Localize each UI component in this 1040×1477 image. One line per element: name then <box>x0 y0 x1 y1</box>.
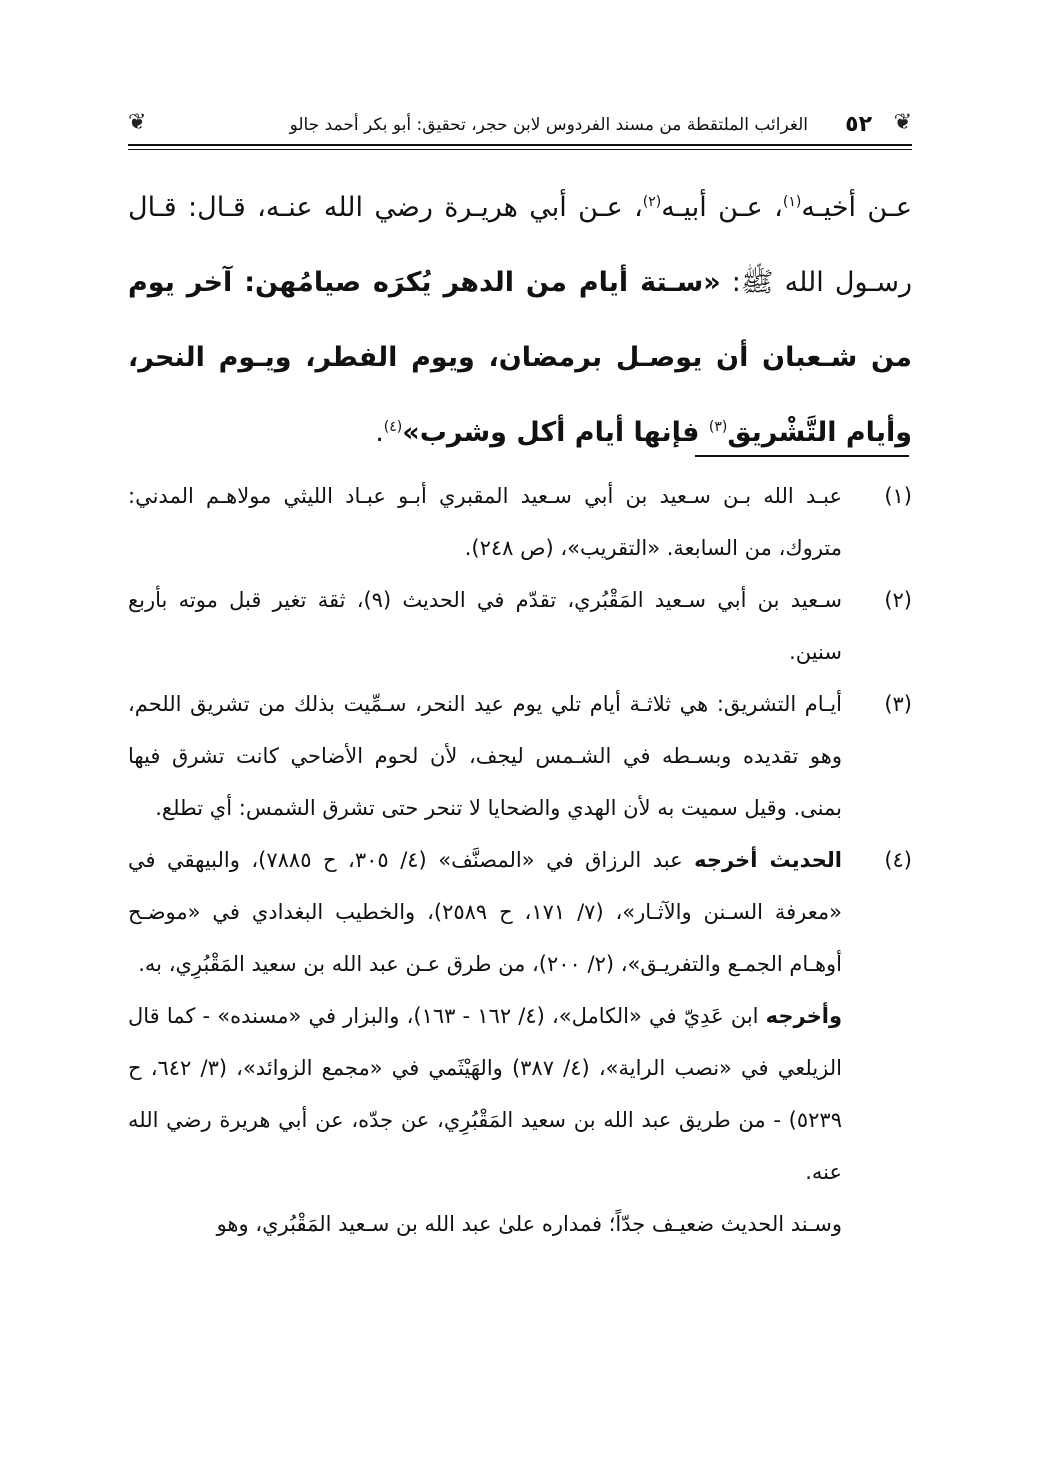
footnote-body: عبد الرزاق في «المصنَّف» (٤/ ٣٠٥، ح ٧٨٨٥)، والبيهقي في «معرفة السـنن والآثـار»، (٧/ ١٧١، ح ٢٥٨٩)، والخطيب البغدادي في «موضـح أوهـام الجمـع والتفريـق»، (٢/ ٢٠٠)، من طرق عـن عبد الله بن سعيد المَقْبُرِي، به. <box>128 848 842 976</box>
footnote-ref-3[interactable]: (٣) <box>708 419 728 435</box>
footnote-lead: وأخرجه <box>765 1004 842 1028</box>
footnotes <box>128 470 912 1250</box>
running-title: الغرائب الملتقطة من مسند الفردوس لابن حجر، تحقيق: أبو بكر أحمد جالو <box>289 115 808 135</box>
footnote-body: ابن عَدِيّ في «الكامل»، (٤/ ١٦٢ - ١٦٣)، والبزار في «مسنده» - كما قال الزيلعي في «نصب الراية»، (٤/ ٣٨٧) والهَيْثَمي في «مجمع الزوائد»، (٣/ ٦٤٢، ح ٥٢٣٩) - من طريق عبد الله بن سعيد المَقْبُرِي، عن جدّه، عن أبي هريرة رضي الله عنه. <box>128 1004 842 1184</box>
footnote-number: (١) <box>884 484 912 508</box>
hadith-matn-end: فإنها أيام أكل وشرب» <box>402 417 709 448</box>
hadith-chain-1: عـن أخيـه <box>801 192 912 223</box>
footnote-4 <box>128 834 912 990</box>
footnote-number: (٢) <box>884 588 912 612</box>
footnote-number: (٤) <box>884 848 912 872</box>
ornament-left-icon: ❦ <box>128 110 147 135</box>
footnote-separator <box>695 455 909 457</box>
footnote-3 <box>128 678 912 834</box>
hadith-paragraph <box>128 170 912 470</box>
footnote-1 <box>128 470 912 574</box>
page-number: ٥٢ <box>845 112 872 137</box>
footnote-text: أيـام التشريق: هي ثلاثـة أيام تلي يوم عيد النحر، سـمِّيت بذلك من تشريق اللحم، وهو تقديده وبسـطه في الشـمس ليجف، لأن لحوم الأضاحي كانت تشرق فيها بمنى. وقيل سميت به لأن الهدي والضحايا لا تنحر حتى تشرق الشمس: أي تطلع. <box>128 692 842 820</box>
footnote-text: عبـد الله بـن سـعيد بن أبي سـعيد المقبري أبـو عبـاد الليثي مولاهـم المدني: متروك، من السابعة. «التقريب»، (ص ٢٤٨). <box>128 484 842 560</box>
footnote-body: وسـند الحديث ضعيـف جدّاً؛ فمداره علىٰ عبد الله بن سـعيد المَقْبُري، وهو <box>216 1212 842 1236</box>
footnote-ref-4[interactable]: (٤) <box>383 419 403 435</box>
footnote-continuation-2 <box>128 1198 912 1250</box>
footnote-text: سـعيد بن أبي سـعيد المَقْبُري، تقدّم في الحديث (٩)، ثقة تغير قبل موته بأربع سنين. <box>128 588 842 664</box>
ornament-right-icon: ❦ <box>893 110 912 135</box>
hadith-chain-2: ، عـن أبيـه <box>661 192 783 223</box>
page-header <box>128 106 912 152</box>
hadith-period: . <box>375 417 384 448</box>
hadith-chain-3: ، عـن أبي هريـرة رضي الله عنـه، قـال: قـال رسـول الله ﷺ: <box>128 192 912 298</box>
footnote-2 <box>128 574 912 678</box>
footnote-ref-1[interactable]: (١) <box>782 194 802 210</box>
header-rule-thick <box>128 144 912 146</box>
hadith-matn: «سـتة أيام من الدهر يُكرَه صيامُهن: آخر يوم من شـعبان أن يوصـل برمضان، ويوم الفطر، ويـوم النحر، وأيام التَّشْريق <box>128 267 912 448</box>
header-rule-thin <box>128 149 912 150</box>
hadith-text <box>128 170 912 470</box>
footnote-text <box>128 834 842 990</box>
footnote-ref-2[interactable]: (٢) <box>642 194 662 210</box>
footnote-continuation-1 <box>128 990 912 1198</box>
footnote-number: (٣) <box>884 692 912 716</box>
footnote-lead: الحديث أخرجه <box>694 848 842 872</box>
